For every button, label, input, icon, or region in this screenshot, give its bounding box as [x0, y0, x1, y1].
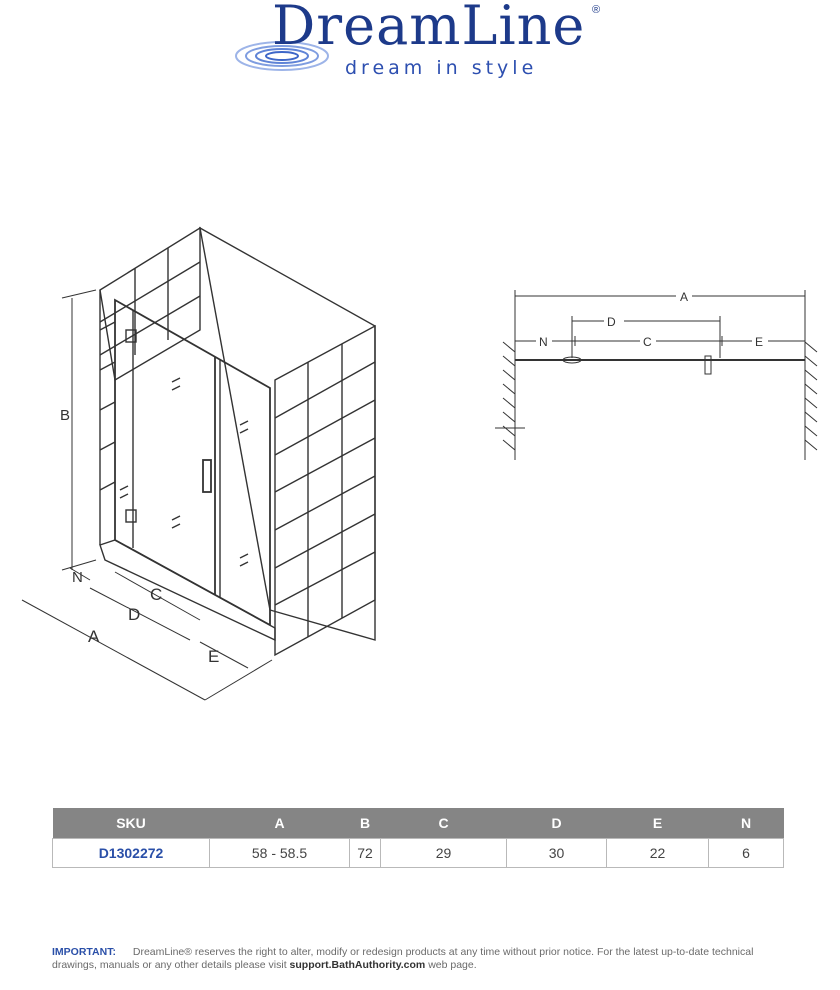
note-label: IMPORTANT:: [52, 946, 116, 958]
label-n: N: [72, 569, 83, 586]
table-cell: 6: [709, 839, 784, 868]
note-suffix: web page.: [428, 959, 477, 971]
brand-name: DreamLine: [272, 0, 586, 57]
label-c: C: [150, 585, 163, 604]
table-cell: 58 - 58.5: [210, 839, 350, 868]
table-cell: 72: [350, 839, 381, 868]
registered-mark: ®: [592, 4, 601, 16]
dimensions-table: [52, 808, 784, 868]
plan-label-e: E: [755, 335, 764, 349]
sku-cell: D1302272: [53, 839, 210, 868]
table-cell: 29: [381, 839, 507, 868]
plan-label-a: A: [680, 290, 689, 304]
isometric-shower-drawing: [0, 200, 400, 710]
label-a: A: [88, 627, 100, 646]
plan-label-c: C: [643, 335, 652, 349]
col-header: SKU: [53, 808, 210, 839]
label-e: E: [208, 647, 220, 666]
table-cell: 22: [607, 839, 709, 868]
plan-label-n: N: [539, 335, 548, 349]
col-header: D: [507, 808, 607, 839]
brand-logo: [230, 0, 610, 90]
brand-tagline: dream in style: [345, 57, 538, 79]
table-header-row: [53, 808, 784, 839]
col-header: C: [381, 808, 507, 839]
note-text: DreamLine® reserves the right to alter, modify or redesign products at any time without prior notice. For the latest up-to-date technical drawings, manuals or any other details please visit: [52, 946, 754, 971]
table-cell: 30: [507, 839, 607, 868]
plan-view-drawing: [490, 270, 830, 470]
col-header: A: [210, 808, 350, 839]
col-header: B: [350, 808, 381, 839]
plan-label-d: D: [607, 315, 616, 329]
support-link[interactable]: support.BathAuthority.com: [289, 959, 426, 971]
col-header: N: [709, 808, 784, 839]
col-header: E: [607, 808, 709, 839]
label-b: B: [60, 407, 71, 424]
table-row: [53, 839, 784, 868]
label-d: D: [128, 605, 141, 624]
important-note: [52, 946, 792, 972]
